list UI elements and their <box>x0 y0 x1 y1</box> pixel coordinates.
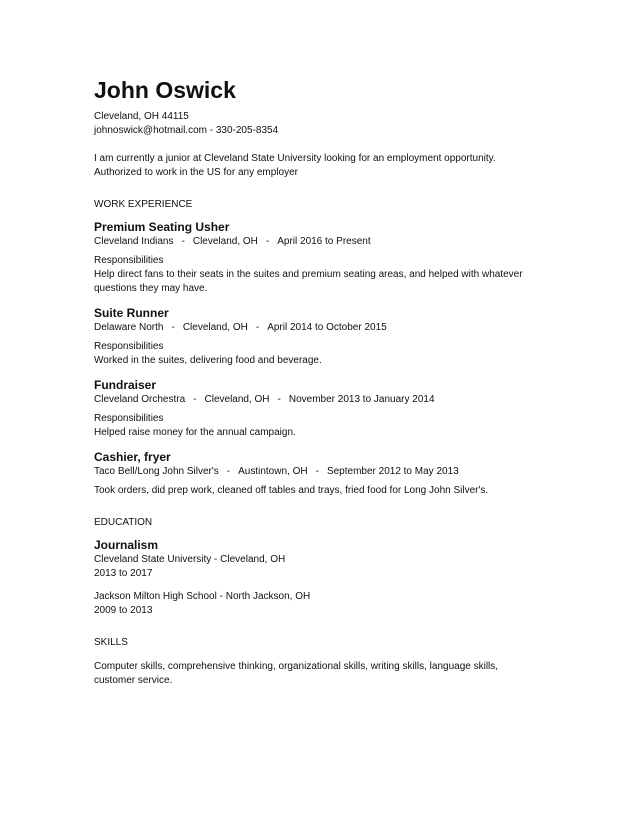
separator: - <box>315 466 319 477</box>
job-location: Cleveland, OH <box>182 322 248 333</box>
job-title: Cashier, fryer <box>94 450 171 464</box>
candidate-contact: johnoswick@hotmail.com - 330-205-8354 <box>94 125 279 136</box>
job-description: Help direct fans to their seats in the suites and premium seating areas, and helped with whatever questions they may have. <box>94 269 523 294</box>
candidate-name: John Oswick <box>94 77 236 103</box>
school-dates: 2009 to 2013 <box>94 605 153 616</box>
school-dates: 2013 to 2017 <box>94 568 153 579</box>
job-company: Taco Bell/Long John Silver's <box>94 466 219 477</box>
separator: - <box>277 394 281 405</box>
job-description: Took orders, did prep work, cleaned off tables and trays, fried food for Long John Silver's. <box>94 485 489 496</box>
job-description: Worked in the suites, delivering food and beverage. <box>94 355 322 366</box>
skills-heading: SKILLS <box>94 637 128 648</box>
job-dates: September 2012 to May 2013 <box>326 466 459 477</box>
job-title: Suite Runner <box>94 306 169 320</box>
job-dates: April 2016 to Present <box>277 236 371 247</box>
resume-content <box>94 76 564 688</box>
job-title: Fundraiser <box>94 378 157 392</box>
responsibilities-label: Responsibilities <box>94 413 164 424</box>
job-entry <box>94 306 564 368</box>
job-meta <box>94 465 564 479</box>
candidate-location: Cleveland, OH 44115 <box>94 111 189 122</box>
job-location: Cleveland, OH <box>204 394 270 405</box>
job-meta <box>94 235 564 249</box>
separator: - <box>255 322 260 333</box>
summary-line: I am currently a junior at Cleveland State University looking for an employment opportunity. <box>94 153 496 164</box>
separator: - <box>265 236 270 247</box>
separator: - <box>193 394 197 405</box>
skills-text: Computer skills, comprehensive thinking, organizational skills, writing skills, language skills, customer service. <box>94 661 499 686</box>
separator: - <box>181 236 185 247</box>
job-meta <box>94 393 564 407</box>
job-company: Cleveland Indians <box>94 236 174 247</box>
degree-title: Journalism <box>94 538 159 552</box>
summary-line: Authorized to work in the US for any employer <box>94 167 298 178</box>
separator: - <box>226 466 231 477</box>
job-dates: November 2013 to January 2014 <box>288 394 435 405</box>
job-entry <box>94 450 564 498</box>
work-experience-heading: WORK EXPERIENCE <box>94 199 193 210</box>
job-entry <box>94 220 564 296</box>
education-entry <box>94 538 564 581</box>
school-name: Cleveland State University - Cleveland, OH <box>94 554 286 565</box>
job-description: Helped raise money for the annual campaign. <box>94 427 296 438</box>
responsibilities-label: Responsibilities <box>94 255 164 266</box>
job-company: Cleveland Orchestra <box>94 394 186 405</box>
job-location: Austintown, OH <box>238 466 308 477</box>
job-location: Cleveland, OH <box>192 236 258 247</box>
school-name: Jackson Milton High School - North Jackson, OH <box>94 591 311 602</box>
job-meta <box>94 321 564 335</box>
job-company: Delaware North <box>94 322 164 333</box>
responsibilities-label: Responsibilities <box>94 341 164 352</box>
education-entry <box>94 590 564 618</box>
job-entry <box>94 378 564 440</box>
job-title: Premium Seating Usher <box>94 220 230 234</box>
separator: - <box>171 322 175 333</box>
education-heading: EDUCATION <box>94 517 153 528</box>
summary <box>94 152 564 180</box>
job-dates: April 2014 to October 2015 <box>267 322 387 333</box>
